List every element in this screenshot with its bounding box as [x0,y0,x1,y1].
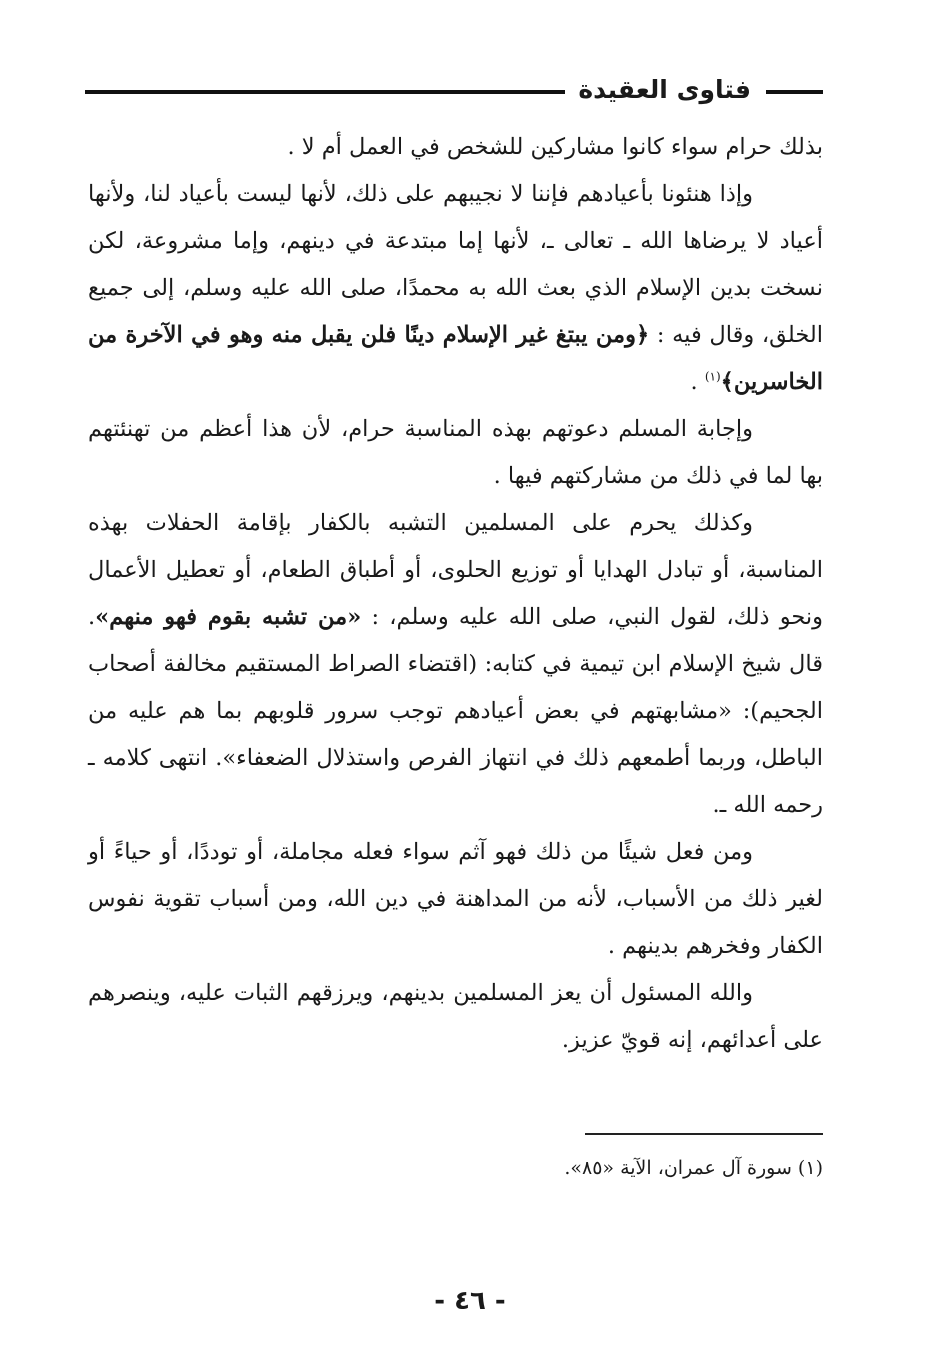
page-number: - ٤٦ - [434,1286,506,1316]
footnote-separator [585,1133,823,1135]
body-text [88,124,823,1064]
footnote-ref: (١) [704,369,721,384]
paragraph-3: وإجابة المسلم دعوتهم بهذه المناسبة حرام، لأن هذا أعظم من تهنئتهم بها لما في ذلك من مشاركتهم فيها . [88,416,823,489]
paragraph-2 [88,171,823,406]
quran-verse: ﴿ومن يبتغ غير الإسلام دينًا فلن يقبل منه وهو في الآخرة من الخاسرين﴾ [88,322,823,395]
paragraph-2-text: وإذا هنئونا بأعيادهم فإننا لا نجيبهم على ذلك، لأنها ليست بأعياد لنا، ولأنها أعياد لا يرضاها الله ـ تعالى ـ، لأنها إما مبتدعة في دينهم، وإما مشروعة، لكن نسخت بدين الإسلام الذي بعث الله به محمدًا، صلى الله عليه وسلم، إلى جميع الخلق، وقال فيه : [88,181,824,348]
paragraph-5: ومن فعل شيئًا من ذلك فهو آثم سواء فعله مجاملة، أو توددًا، أو حياءً أو لغير ذلك من الأسباب، لأنه من المداهنة في دين الله، ومن أسباب تقوية نفوس الكفار وفخرهم بدينهم . [88,839,823,959]
running-title: فتاوى العقيدة [578,75,751,104]
paragraph-4 [88,500,823,829]
paragraph-1: بذلك حرام سواء كانوا مشاركين للشخص في العمل أم لا . [287,134,823,160]
paragraph-2-end: . [690,369,705,395]
footnote: (١) سورة آل عمران، الآية «٨٥». [564,1157,823,1179]
hadith-quote: «من تشبه بقوم فهو منهم» [95,604,362,630]
header-rule-short [766,90,823,94]
paragraph-6: والله المسئول أن يعز المسلمين بدينهم، ويرزقهم الثبات عليه، وينصرهم على أعدائهم، إنه قويّ عزيز. [88,980,823,1053]
header-rule-long [85,90,565,94]
page-header [85,70,823,114]
paragraph-4-text-a: وكذلك يحرم على المسلمين التشبه بالكفار بإقامة الحفلات بهذه المناسبة، أو تبادل الهدايا أو توزيع الحلوى، أو أطباق الطعام، أو تعطيل الأعمال ونحو ذلك، لقول النبي، صلى الله عليه وسلم، : [88,510,823,630]
paragraph-4-text-b: . قال شيخ الإسلام ابن تيمية في كتابه: (اقتضاء الصراط المستقيم مخالفة أصحاب الجحيم): «مشابهتهم في بعض أعيادهم توجب سرور قلوبهم بما هم عليه من الباطل، وربما أطمعهم ذلك في انتهاز الفرص واستذلال الضعفاء». انتهى كلامه ـ رحمه الله ـ. [88,604,823,818]
